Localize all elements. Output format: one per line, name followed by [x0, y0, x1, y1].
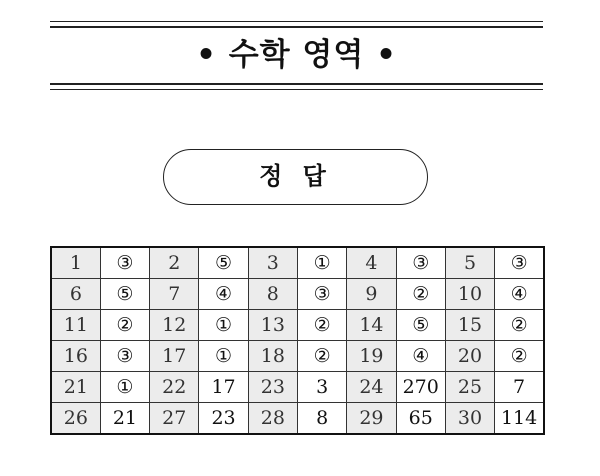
- answer-cell: ④: [495, 279, 544, 310]
- answer-cell: ③: [100, 341, 149, 372]
- question-number-cell: 7: [150, 279, 199, 310]
- answer-cell: 270: [396, 372, 445, 403]
- question-number-cell: 5: [445, 247, 494, 279]
- question-number-cell: 25: [445, 372, 494, 403]
- answer-cell: ②: [495, 310, 544, 341]
- question-number-cell: 15: [445, 310, 494, 341]
- question-number-cell: 22: [150, 372, 199, 403]
- question-number-cell: 18: [248, 341, 297, 372]
- question-number-cell: 26: [51, 403, 100, 435]
- answer-cell: ②: [495, 341, 544, 372]
- table-row: [51, 372, 544, 403]
- question-number-cell: 11: [51, 310, 100, 341]
- question-number-cell: 20: [445, 341, 494, 372]
- answer-label-box: 정 답: [163, 149, 428, 205]
- answer-cell: ②: [297, 310, 346, 341]
- answer-cell: 7: [495, 372, 544, 403]
- table-row: [51, 279, 544, 310]
- question-number-cell: 29: [347, 403, 396, 435]
- question-number-cell: 17: [150, 341, 199, 372]
- answer-cell: ①: [100, 372, 149, 403]
- answer-cell: ⑤: [199, 247, 248, 279]
- question-number-cell: 10: [445, 279, 494, 310]
- question-number-cell: 19: [347, 341, 396, 372]
- section-title: • 수학 영역 •: [196, 37, 397, 73]
- question-number-cell: 28: [248, 403, 297, 435]
- answer-cell: 8: [297, 403, 346, 435]
- question-number-cell: 27: [150, 403, 199, 435]
- question-number-cell: 9: [347, 279, 396, 310]
- answer-cell: ①: [199, 310, 248, 341]
- answer-cell: ①: [199, 341, 248, 372]
- answer-cell: ③: [297, 279, 346, 310]
- answer-cell: ④: [199, 279, 248, 310]
- question-number-cell: 2: [150, 247, 199, 279]
- answer-cell: 65: [396, 403, 445, 435]
- answer-cell: ②: [297, 341, 346, 372]
- question-number-cell: 8: [248, 279, 297, 310]
- answer-cell: ⑤: [100, 279, 149, 310]
- question-number-cell: 21: [51, 372, 100, 403]
- answer-cell: ③: [100, 247, 149, 279]
- table-row: [51, 247, 544, 279]
- answer-cell: ③: [495, 247, 544, 279]
- answer-cell: ④: [396, 341, 445, 372]
- question-number-cell: 12: [150, 310, 199, 341]
- question-number-cell: 24: [347, 372, 396, 403]
- answer-cell: ③: [396, 247, 445, 279]
- question-number-cell: 3: [248, 247, 297, 279]
- question-number-cell: 4: [347, 247, 396, 279]
- answer-cell: ⑤: [396, 310, 445, 341]
- answer-cell: 17: [199, 372, 248, 403]
- answer-cell: ②: [396, 279, 445, 310]
- question-number-cell: 13: [248, 310, 297, 341]
- question-number-cell: 16: [51, 341, 100, 372]
- header-rule-top-thin: [50, 21, 543, 22]
- question-number-cell: 23: [248, 372, 297, 403]
- section-header: [50, 18, 543, 94]
- answer-table-body: [51, 247, 544, 434]
- question-number-cell: 6: [51, 279, 100, 310]
- question-number-cell: 30: [445, 403, 494, 435]
- table-row: [51, 403, 544, 435]
- answer-cell: 23: [199, 403, 248, 435]
- answer-cell: 3: [297, 372, 346, 403]
- question-number-cell: 14: [347, 310, 396, 341]
- answer-cell: 114: [495, 403, 544, 435]
- header-rule-bottom-thin: [50, 89, 543, 90]
- answer-table: [50, 246, 545, 435]
- header-rule-bottom-thick: [50, 83, 543, 85]
- answer-cell: 21: [100, 403, 149, 435]
- header-rule-top-thick: [50, 26, 543, 28]
- answer-cell: ②: [100, 310, 149, 341]
- table-row: [51, 310, 544, 341]
- table-row: [51, 341, 544, 372]
- answer-cell: ①: [297, 247, 346, 279]
- question-number-cell: 1: [51, 247, 100, 279]
